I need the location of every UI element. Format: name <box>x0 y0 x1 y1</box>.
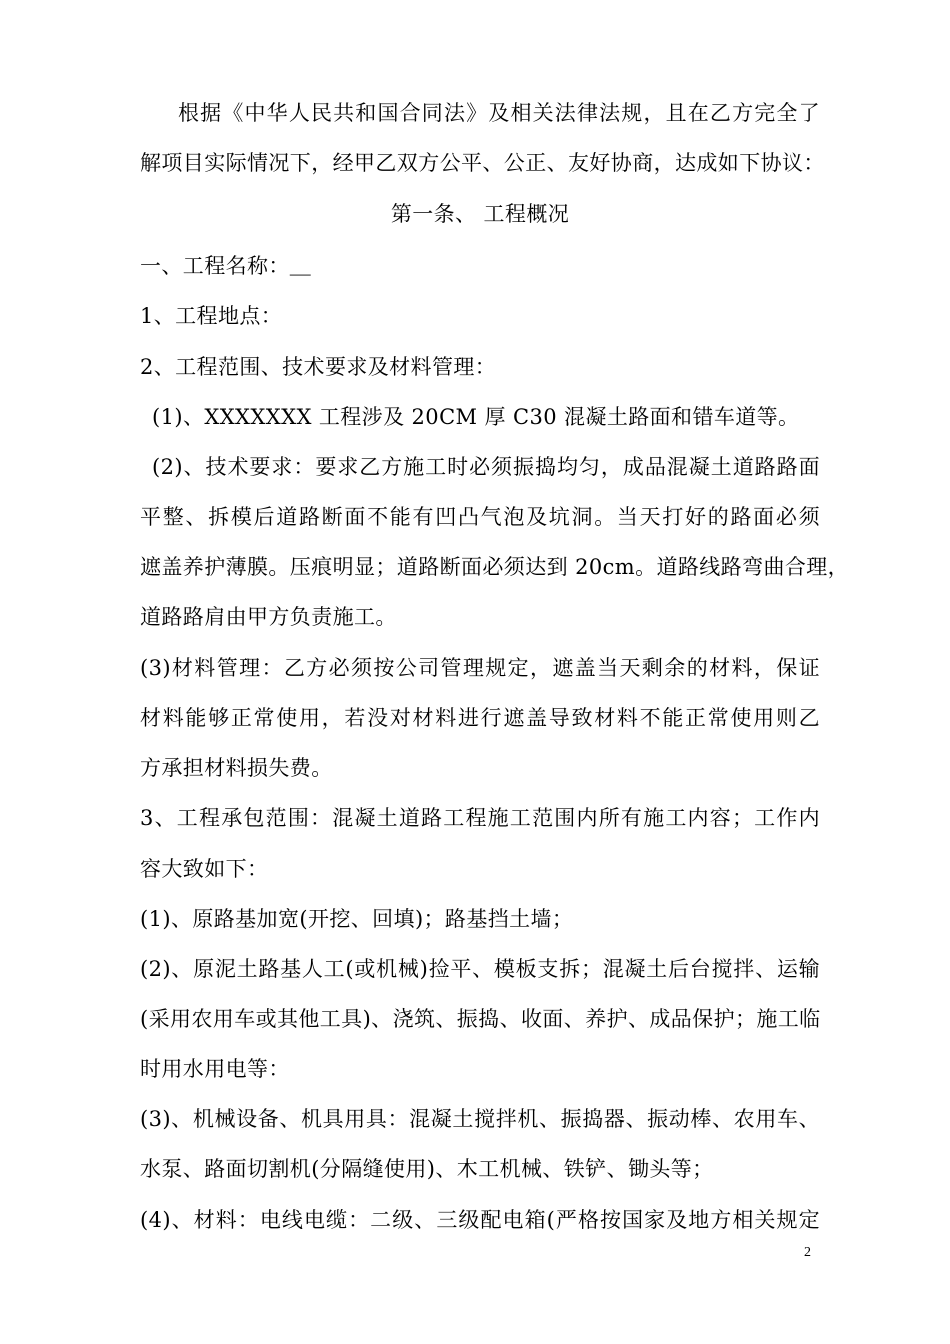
scope-item-2-line-4: 道路路肩由甲方负责施工。 <box>140 605 397 629</box>
work-item-3-line-1: (3)、机械设备、机具用具：混凝土搅拌机、振捣器、振动棒、农用车、 <box>140 1107 820 1131</box>
work-item-4-line-1: (4)、材料：电线电缆：二级、三级配电箱(严格按国家及地方相关规定 <box>140 1208 820 1232</box>
contract-scope-line-1: 3、工程承包范围：混凝土道路工程施工范围内所有施工内容；工作内 <box>140 806 820 830</box>
work-item-2-line-1: (2)、原泥土路基人工(或机械)捡平、模板支拆；混凝土后台搅拌、运输 <box>140 957 820 981</box>
scope-item-3-line-3: 方承担材料损失费。 <box>140 756 333 780</box>
work-item-3-line-2: 水泵、路面切割机(分隔缝使用)、木工机械、铁铲、锄头等； <box>140 1157 714 1181</box>
article-heading: 第一条、 工程概况 <box>390 202 570 226</box>
scope-item-3-line-1: (3)材料管理：乙方必须按公司管理规定，遮盖当天剩余的材料，保证 <box>140 656 820 680</box>
scope-item-2-line-1: (2)、技术要求：要求乙方施工时必须振捣均匀，成品混凝土道路路面 <box>152 455 820 479</box>
location-line: 1、工程地点： <box>140 304 283 328</box>
scope-item-2-line-3: 遮盖养护薄膜。压痕明显；道路断面必须达到 20cm。道路线路弯曲合理， <box>140 555 850 579</box>
intro-line-2: 解项目实际情况下，经甲乙双方公平、公正、友好协商，达成如下协议： <box>140 151 825 175</box>
scope-item-2-line-2: 平整、拆模后道路断面不能有凹凸气泡及坑洞。当天打好的路面必须 <box>140 505 820 529</box>
work-item-1-line: (1)、原路基加宽(开挖、回填)；路基挡土墙； <box>140 907 574 931</box>
work-item-2-line-2: (采用农用车或其他工具)、浇筑、振捣、收面、养护、成品保护；施工临 <box>140 1007 821 1031</box>
scope-item-3-line-2: 材料能够正常使用，若没对材料进行遮盖导致材料不能正常使用则乙 <box>140 706 820 730</box>
scope-title-line: 2、工程范围、技术要求及材料管理： <box>140 355 497 379</box>
project-name-line: 一、工程名称：＿ <box>140 254 312 278</box>
intro-line-1: 根据《中华人民共和国合同法》及相关法律法规，且在乙方完全了 <box>178 101 820 125</box>
page-number: 2 <box>804 1245 811 1260</box>
work-item-2-line-3: 时用水用电等： <box>140 1057 290 1081</box>
contract-scope-line-2: 容大致如下： <box>140 857 269 881</box>
scope-item-1-line: (1)、XXXXXXX 工程涉及 20CM 厚 C30 混凝土路面和错车道等。 <box>152 405 800 429</box>
